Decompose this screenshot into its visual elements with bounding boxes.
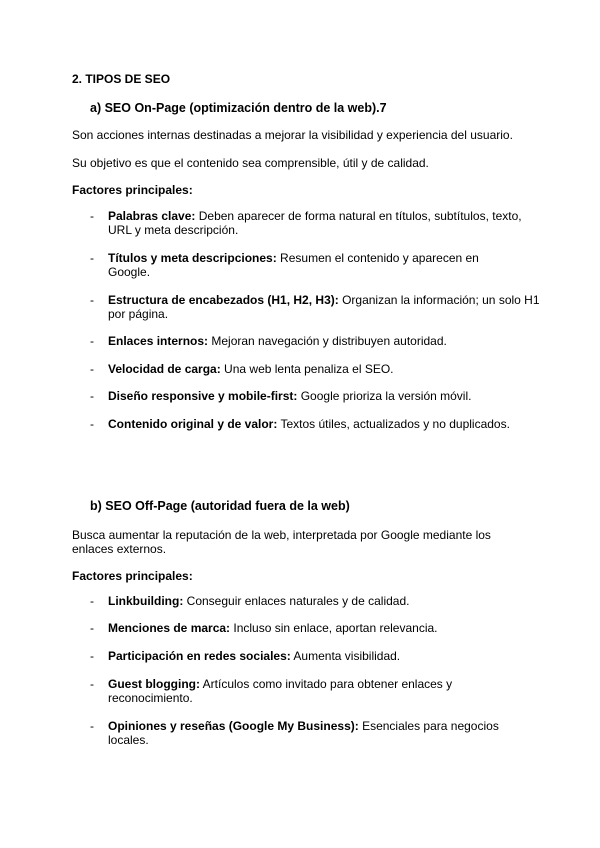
section-a-paragraph-1: Son acciones internas destinadas a mejorar la visibilidad y experiencia del usuario.: [72, 128, 513, 142]
item-desc: Textos útiles, actualizados y no duplicados.: [277, 417, 510, 431]
bullet-dash: -: [90, 677, 94, 691]
item-desc: Google prioriza la versión móvil.: [297, 389, 472, 403]
bullet-dash: -: [90, 621, 94, 635]
item-desc: Artículos como invitado para obtener enlaces y reconocimiento.: [108, 677, 453, 705]
bullet-dash: -: [90, 417, 94, 431]
subsection-b-title: b) SEO Off-Page (autoridad fuera de la web): [90, 499, 350, 513]
item-term: Títulos y meta descripciones:: [108, 251, 277, 265]
item-term: Guest blogging:: [108, 677, 200, 691]
bullet-dash: -: [90, 719, 94, 733]
item-term: Linkbuilding:: [108, 594, 184, 608]
item-desc: Deben aparecer de forma natural en títulos, subtítulos, texto, URL y meta descripción.: [108, 209, 522, 237]
item-desc: Una web lenta penaliza el SEO.: [220, 362, 394, 376]
bullet-dash: -: [90, 649, 94, 663]
section-b-paragraph-1: Busca aumentar la reputación de la web, interpretada por Google mediante los enlaces externos.: [72, 528, 491, 556]
bullet-dash: -: [90, 334, 94, 348]
bullet-dash: -: [90, 389, 94, 403]
section-a-factors-title: Factores principales:: [72, 183, 193, 197]
item-term: Velocidad de carga:: [108, 362, 221, 376]
item-term: Menciones de marca:: [108, 621, 231, 635]
item-desc: Mejoran navegación y distribuyen autoridad.: [208, 334, 447, 348]
item-desc: Conseguir enlaces naturales y de calidad.: [183, 594, 410, 608]
section-b-factors-title: Factores principales:: [72, 569, 193, 583]
item-term: Participación en redes sociales:: [108, 649, 291, 663]
bullet-dash: -: [90, 293, 94, 307]
item-term: Enlaces internos:: [108, 334, 209, 348]
item-term: Opiniones y reseñas (Google My Business):: [108, 719, 359, 733]
subsection-a-title: a) SEO On-Page (optimización dentro de la web).7: [90, 101, 387, 115]
item-term: Diseño responsive y mobile-first:: [108, 389, 298, 403]
section-a-paragraph-2: Su objetivo es que el contenido sea comprensible, útil y de calidad.: [72, 156, 429, 170]
item-term: Contenido original y de valor:: [108, 417, 278, 431]
item-desc: Esenciales para negocios locales.: [108, 719, 499, 747]
item-term: Palabras clave:: [108, 209, 196, 223]
item-desc: Incluso sin enlace, aportan relevancia.: [230, 621, 438, 635]
bullet-dash: -: [90, 209, 94, 223]
item-desc: Aumenta visibilidad.: [290, 649, 401, 663]
item-term: Estructura de encabezados (H1, H2, H3):: [108, 293, 339, 307]
section-heading: 2. TIPOS DE SEO: [72, 72, 171, 86]
bullet-dash: -: [90, 362, 94, 376]
item-desc: Resumen el contenido y aparecen en Google.: [108, 251, 479, 279]
bullet-dash: -: [90, 594, 94, 608]
item-desc: Organizan la información; un solo H1 por página.: [108, 293, 540, 321]
bullet-dash: -: [90, 251, 94, 265]
